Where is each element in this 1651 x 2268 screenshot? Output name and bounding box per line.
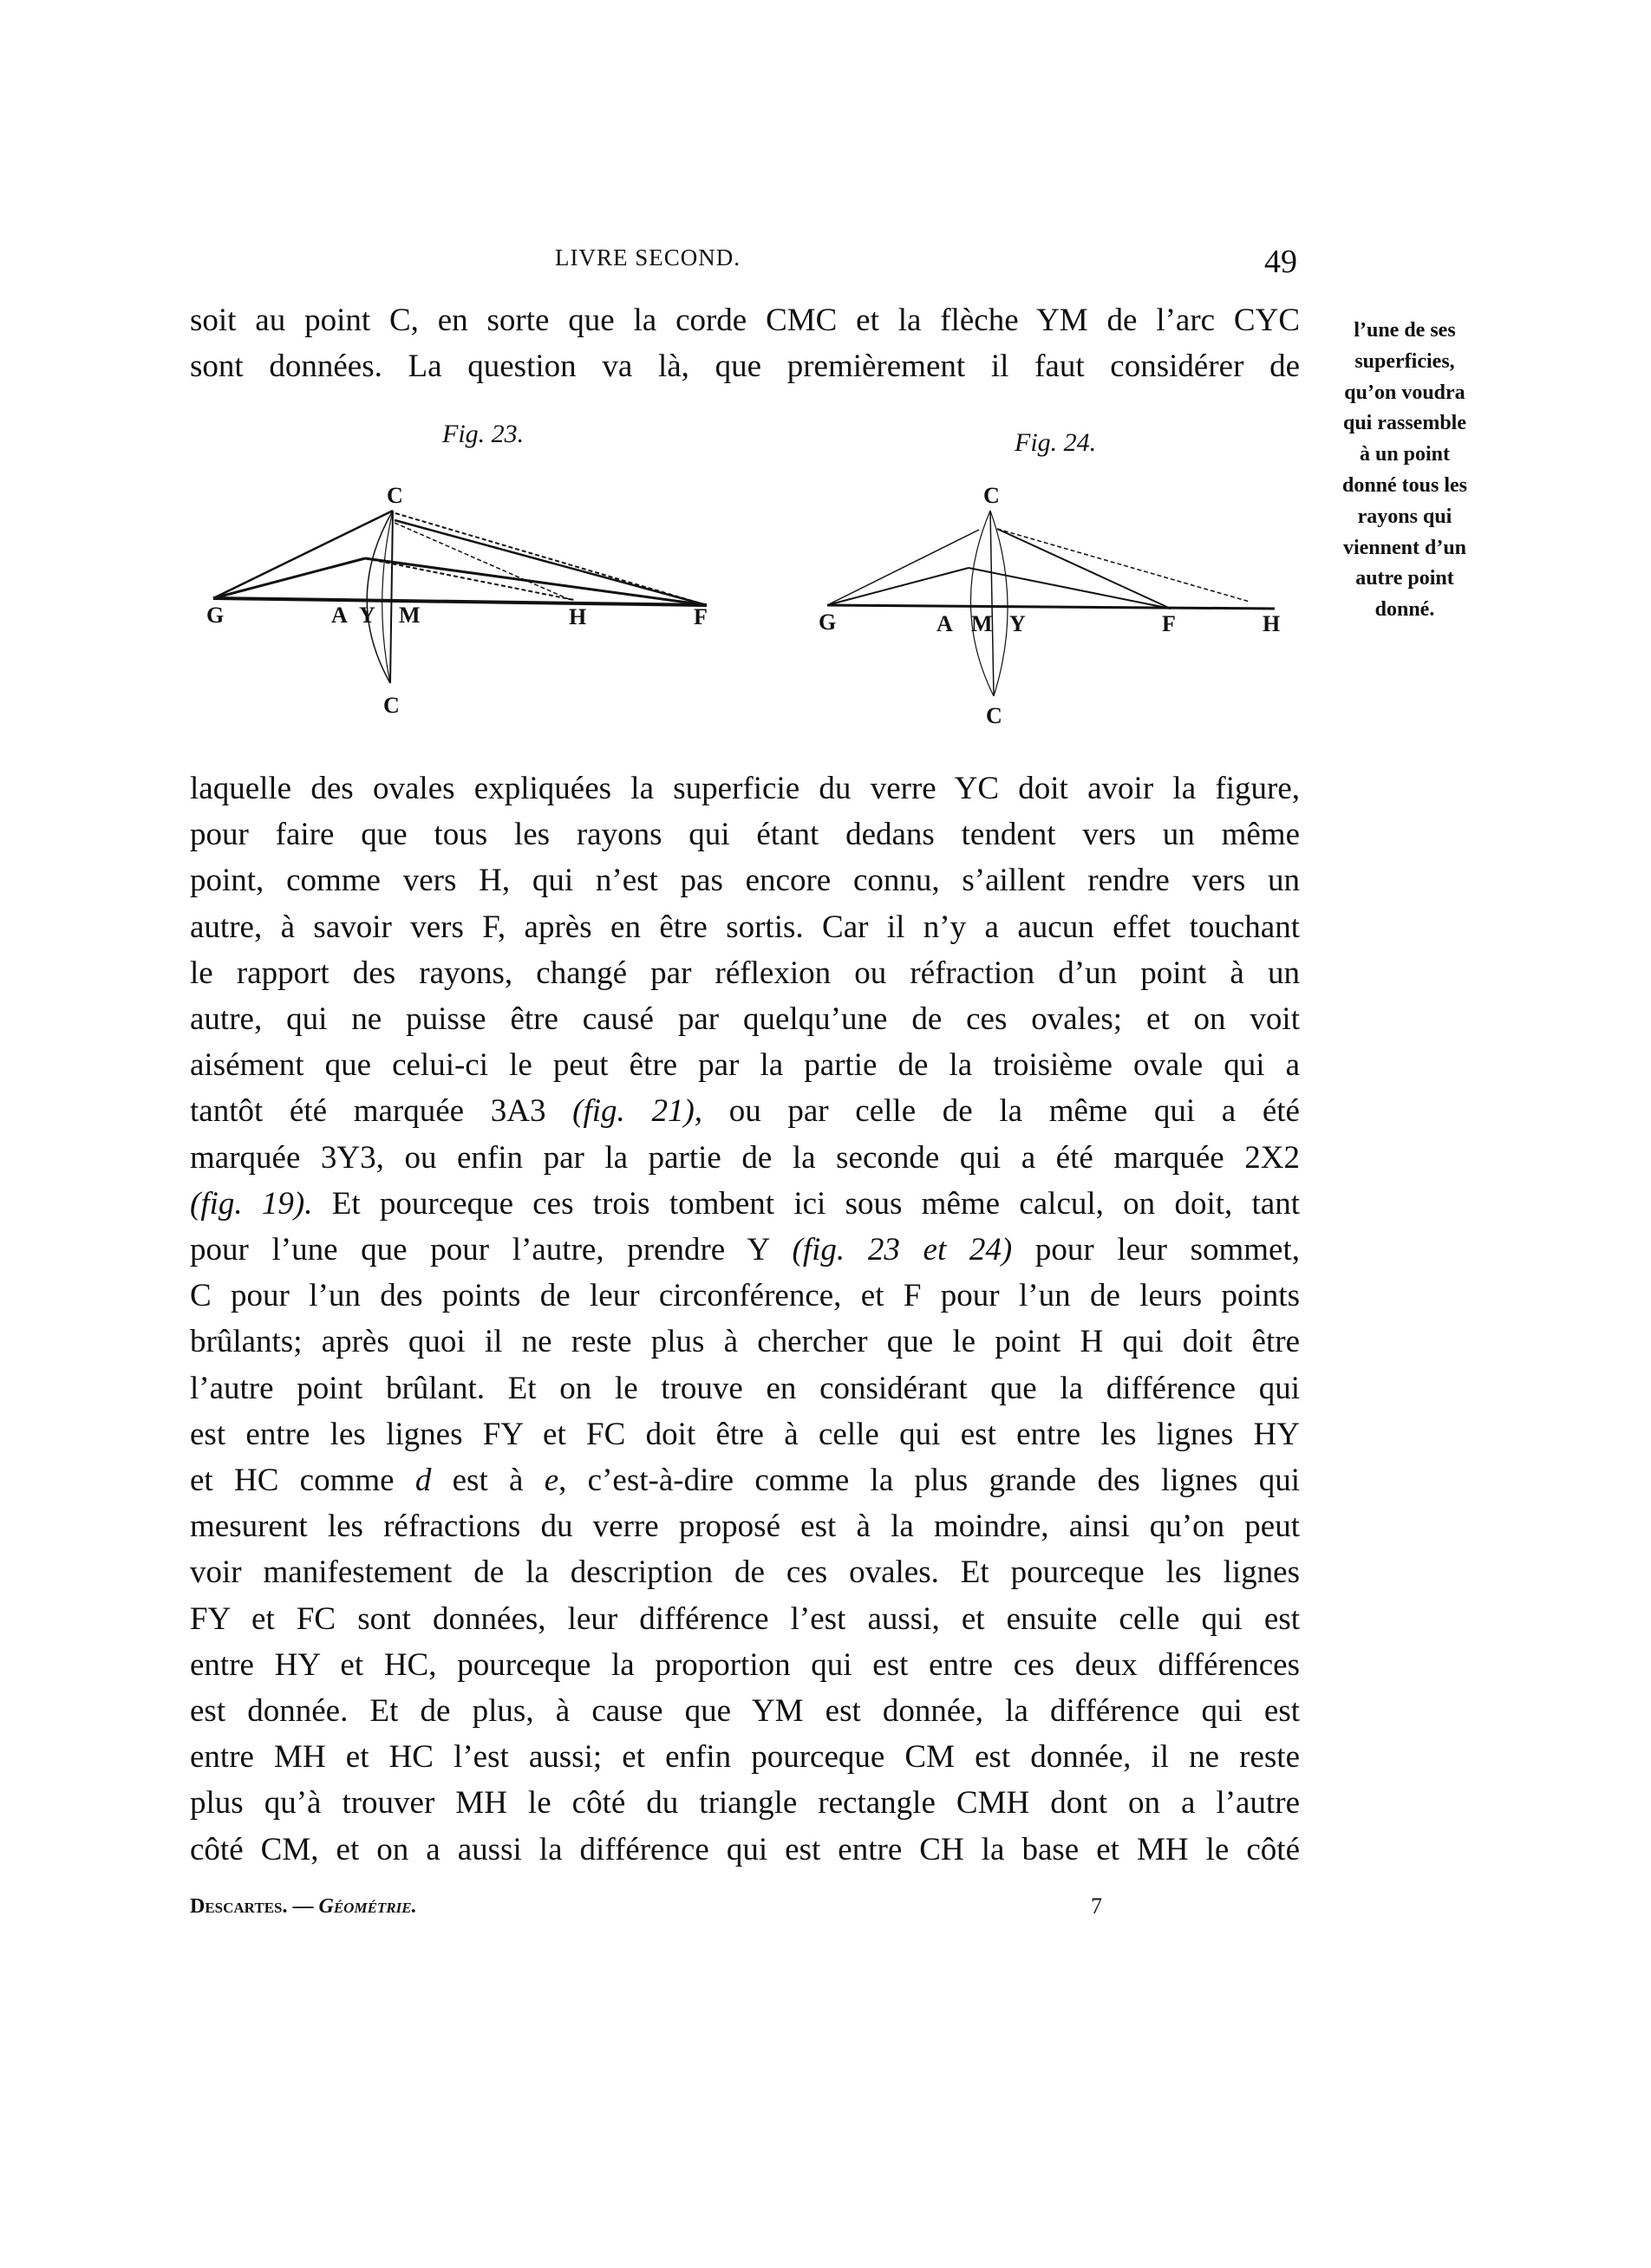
text-segment: le rapport des rayons, changé par réflexion ou réfraction d’un point à un <box>190 955 1300 991</box>
margin-note-line: qui rassemble <box>1342 412 1466 435</box>
text-segment: ou par celle de la même qui a été <box>702 1093 1300 1130</box>
fig-23-caption: Fig. 23. <box>442 420 525 448</box>
margin-note-line: autre point <box>1355 567 1454 590</box>
text-segment: marquée 3Y3, ou enfin par la partie de la seconde qui a été marquée 2X2 <box>190 1139 1300 1176</box>
text-line <box>190 1319 1300 1365</box>
text-segment: voir manifestement de la description de ces ovales. Et pourceque les lignes <box>190 1554 1300 1591</box>
text-line <box>190 1457 1300 1504</box>
text-line <box>190 1227 1300 1274</box>
chord-line <box>390 511 393 683</box>
fig23-label-y: Y <box>359 603 375 628</box>
text-line <box>190 1411 1300 1458</box>
text-line <box>190 1780 1300 1827</box>
text-segment: soit au point C, en sorte que la corde CMC et la flèche YM de l’arc CYC <box>190 303 1300 338</box>
margin-note-line: à un point <box>1359 443 1451 466</box>
footer-title <box>190 1895 417 1919</box>
margin-note-line: donné. <box>1374 598 1435 622</box>
text-segment: l’autre point brûlant. Et on le trouve en considérant que la différence qui <box>190 1370 1300 1406</box>
text-segment: est donnée. Et de plus, à cause que YM est donnée, la différence qui est <box>190 1693 1300 1729</box>
text-segment: tantôt été marquée 3A3 <box>190 1093 573 1130</box>
figure-23 <box>213 511 707 683</box>
text-segment: pour faire que tous les rayons qui étant dedans tendent vers un même <box>190 817 1300 853</box>
text-line <box>190 996 1300 1043</box>
italic-text: (fig. 21), <box>572 1093 703 1130</box>
text-line <box>190 1734 1300 1781</box>
italic-text: (fig. 23 et 24) <box>792 1232 1013 1268</box>
margin-note-line: qu’on voudra <box>1344 381 1465 404</box>
fig23-label-m: M <box>399 603 421 628</box>
text-segment: autre, qui ne puisse être causé par quelqu’une de ces ovales; et on voit <box>190 1001 1300 1037</box>
text-segment: entre MH et HC l’est aussi; et enfin pourceque CM est donnée, il ne reste <box>190 1739 1300 1776</box>
text-line <box>190 1088 1300 1135</box>
margin-note-line: donné tous les <box>1341 474 1468 497</box>
fig23-label-h: H <box>569 604 587 629</box>
text-segment: côté CM, et on a aussi la différence qui est entre CH la base et MH le côté <box>190 1831 1300 1867</box>
text-line <box>190 1596 1300 1643</box>
text-segment: brûlants; après quoi il ne reste plus à chercher que le point H qui doit être <box>190 1324 1300 1360</box>
fig24-label-a: A <box>936 611 953 636</box>
text-line <box>190 1688 1300 1735</box>
fig23-label-a: A <box>331 603 348 628</box>
fig-24-caption: Fig. 24. <box>1015 428 1097 457</box>
text-segment: Et pourceque ces trois tombent ici sous même calcul, on doit, tant <box>312 1185 1301 1222</box>
italic-text: d <box>414 1463 432 1498</box>
text-line <box>190 950 1300 997</box>
fig24-label-y: Y <box>1009 611 1026 636</box>
fig24-label-c-top: C <box>983 483 1000 508</box>
italic-text: e <box>544 1463 559 1498</box>
text-segment: point, comme vers H, qui n’est pas encore connu, s’aillent rendre vers un <box>190 863 1300 899</box>
text-segment: laquelle des ovales expliquées la superficie du verre YC doit avoir la figure, <box>190 771 1300 806</box>
fig23-label-c-bottom: C <box>383 693 400 718</box>
fig23-label-f: F <box>694 604 708 629</box>
text-line <box>190 1273 1300 1320</box>
text-segment: , c’est-à-dire comme la plus grande des lignes qui <box>558 1463 1300 1498</box>
text-segment: est à <box>431 1463 545 1498</box>
text-line <box>190 1827 1300 1874</box>
text-segment: plus qu’à trouver MH le côté du triangle rectangle CMH dont on a l’autre <box>190 1785 1300 1822</box>
fig24-label-m: M <box>971 611 993 636</box>
chord-line <box>990 511 994 696</box>
text-line <box>190 811 1300 858</box>
text-line <box>190 1503 1300 1550</box>
text-line <box>190 1365 1300 1412</box>
fig24-label-f: F <box>1162 611 1176 636</box>
text-line <box>190 904 1300 951</box>
text-line <box>190 857 1300 904</box>
text-segment: et HC comme <box>190 1463 415 1498</box>
figure-24 <box>827 511 1275 696</box>
page-number: 49 <box>1264 244 1297 280</box>
margin-note-line: superficies, <box>1354 349 1455 373</box>
text-line <box>190 766 1300 812</box>
text-segment: C pour l’un des points de leur circonférence, et F pour l’un de leurs points <box>190 1278 1300 1314</box>
text-segment: FY et FC sont données, leur différence l’est aussi, et ensuite celle qui est <box>190 1600 1300 1637</box>
footer-book-title: Géométrie. <box>318 1895 417 1918</box>
text-segment: autre, à savoir vers F, après en être sortis. Car il n’y a aucun effet touchant <box>190 909 1300 945</box>
lens-arc-left <box>367 511 393 683</box>
text-segment: pour l’une que pour l’autre, prendre Y <box>190 1232 793 1268</box>
text-line <box>190 1549 1300 1596</box>
text-line <box>190 1642 1300 1689</box>
fig24-label-h: H <box>1263 611 1281 636</box>
footer-author: Descartes. <box>190 1895 288 1918</box>
text-segment: pour leur sommet, <box>1012 1232 1300 1268</box>
fig23-label-g: G <box>206 603 225 628</box>
signature-mark: 7 <box>1091 1893 1102 1919</box>
text-segment: mesurent les réfractions du verre proposé est à la moindre, ainsi qu’on peut <box>190 1509 1300 1545</box>
text-line <box>190 1181 1300 1228</box>
text-segment: aisément que celui-ci le peut être par la partie de la troisième ovale qui a <box>190 1047 1300 1084</box>
italic-text: (fig. 19). <box>190 1185 313 1222</box>
text-segment: est entre les lignes FY et FC doit être à celle qui est entre les lignes HY <box>190 1416 1300 1452</box>
text-line <box>190 1135 1300 1182</box>
running-head: LIVRE SECOND. <box>555 244 741 270</box>
text-segment: sont données. La question va là, que premièrement il faut considérer de <box>190 348 1300 384</box>
fig24-label-c-bottom: C <box>986 703 1002 728</box>
axis-line <box>213 598 707 605</box>
margin-note-line: viennent d’un <box>1342 536 1467 559</box>
fig24-label-g: G <box>819 609 837 635</box>
fig23-label-c-top: C <box>387 483 403 508</box>
footer-dash: — <box>287 1895 319 1918</box>
text-line <box>190 1042 1300 1089</box>
margin-note-line: rayons qui <box>1357 505 1452 528</box>
margin-note-line: l’une de ses <box>1354 319 1456 342</box>
axis-line <box>827 605 1275 609</box>
text-segment: entre HY et HC, pourceque la proportion qui est entre ces deux différences <box>190 1646 1300 1683</box>
